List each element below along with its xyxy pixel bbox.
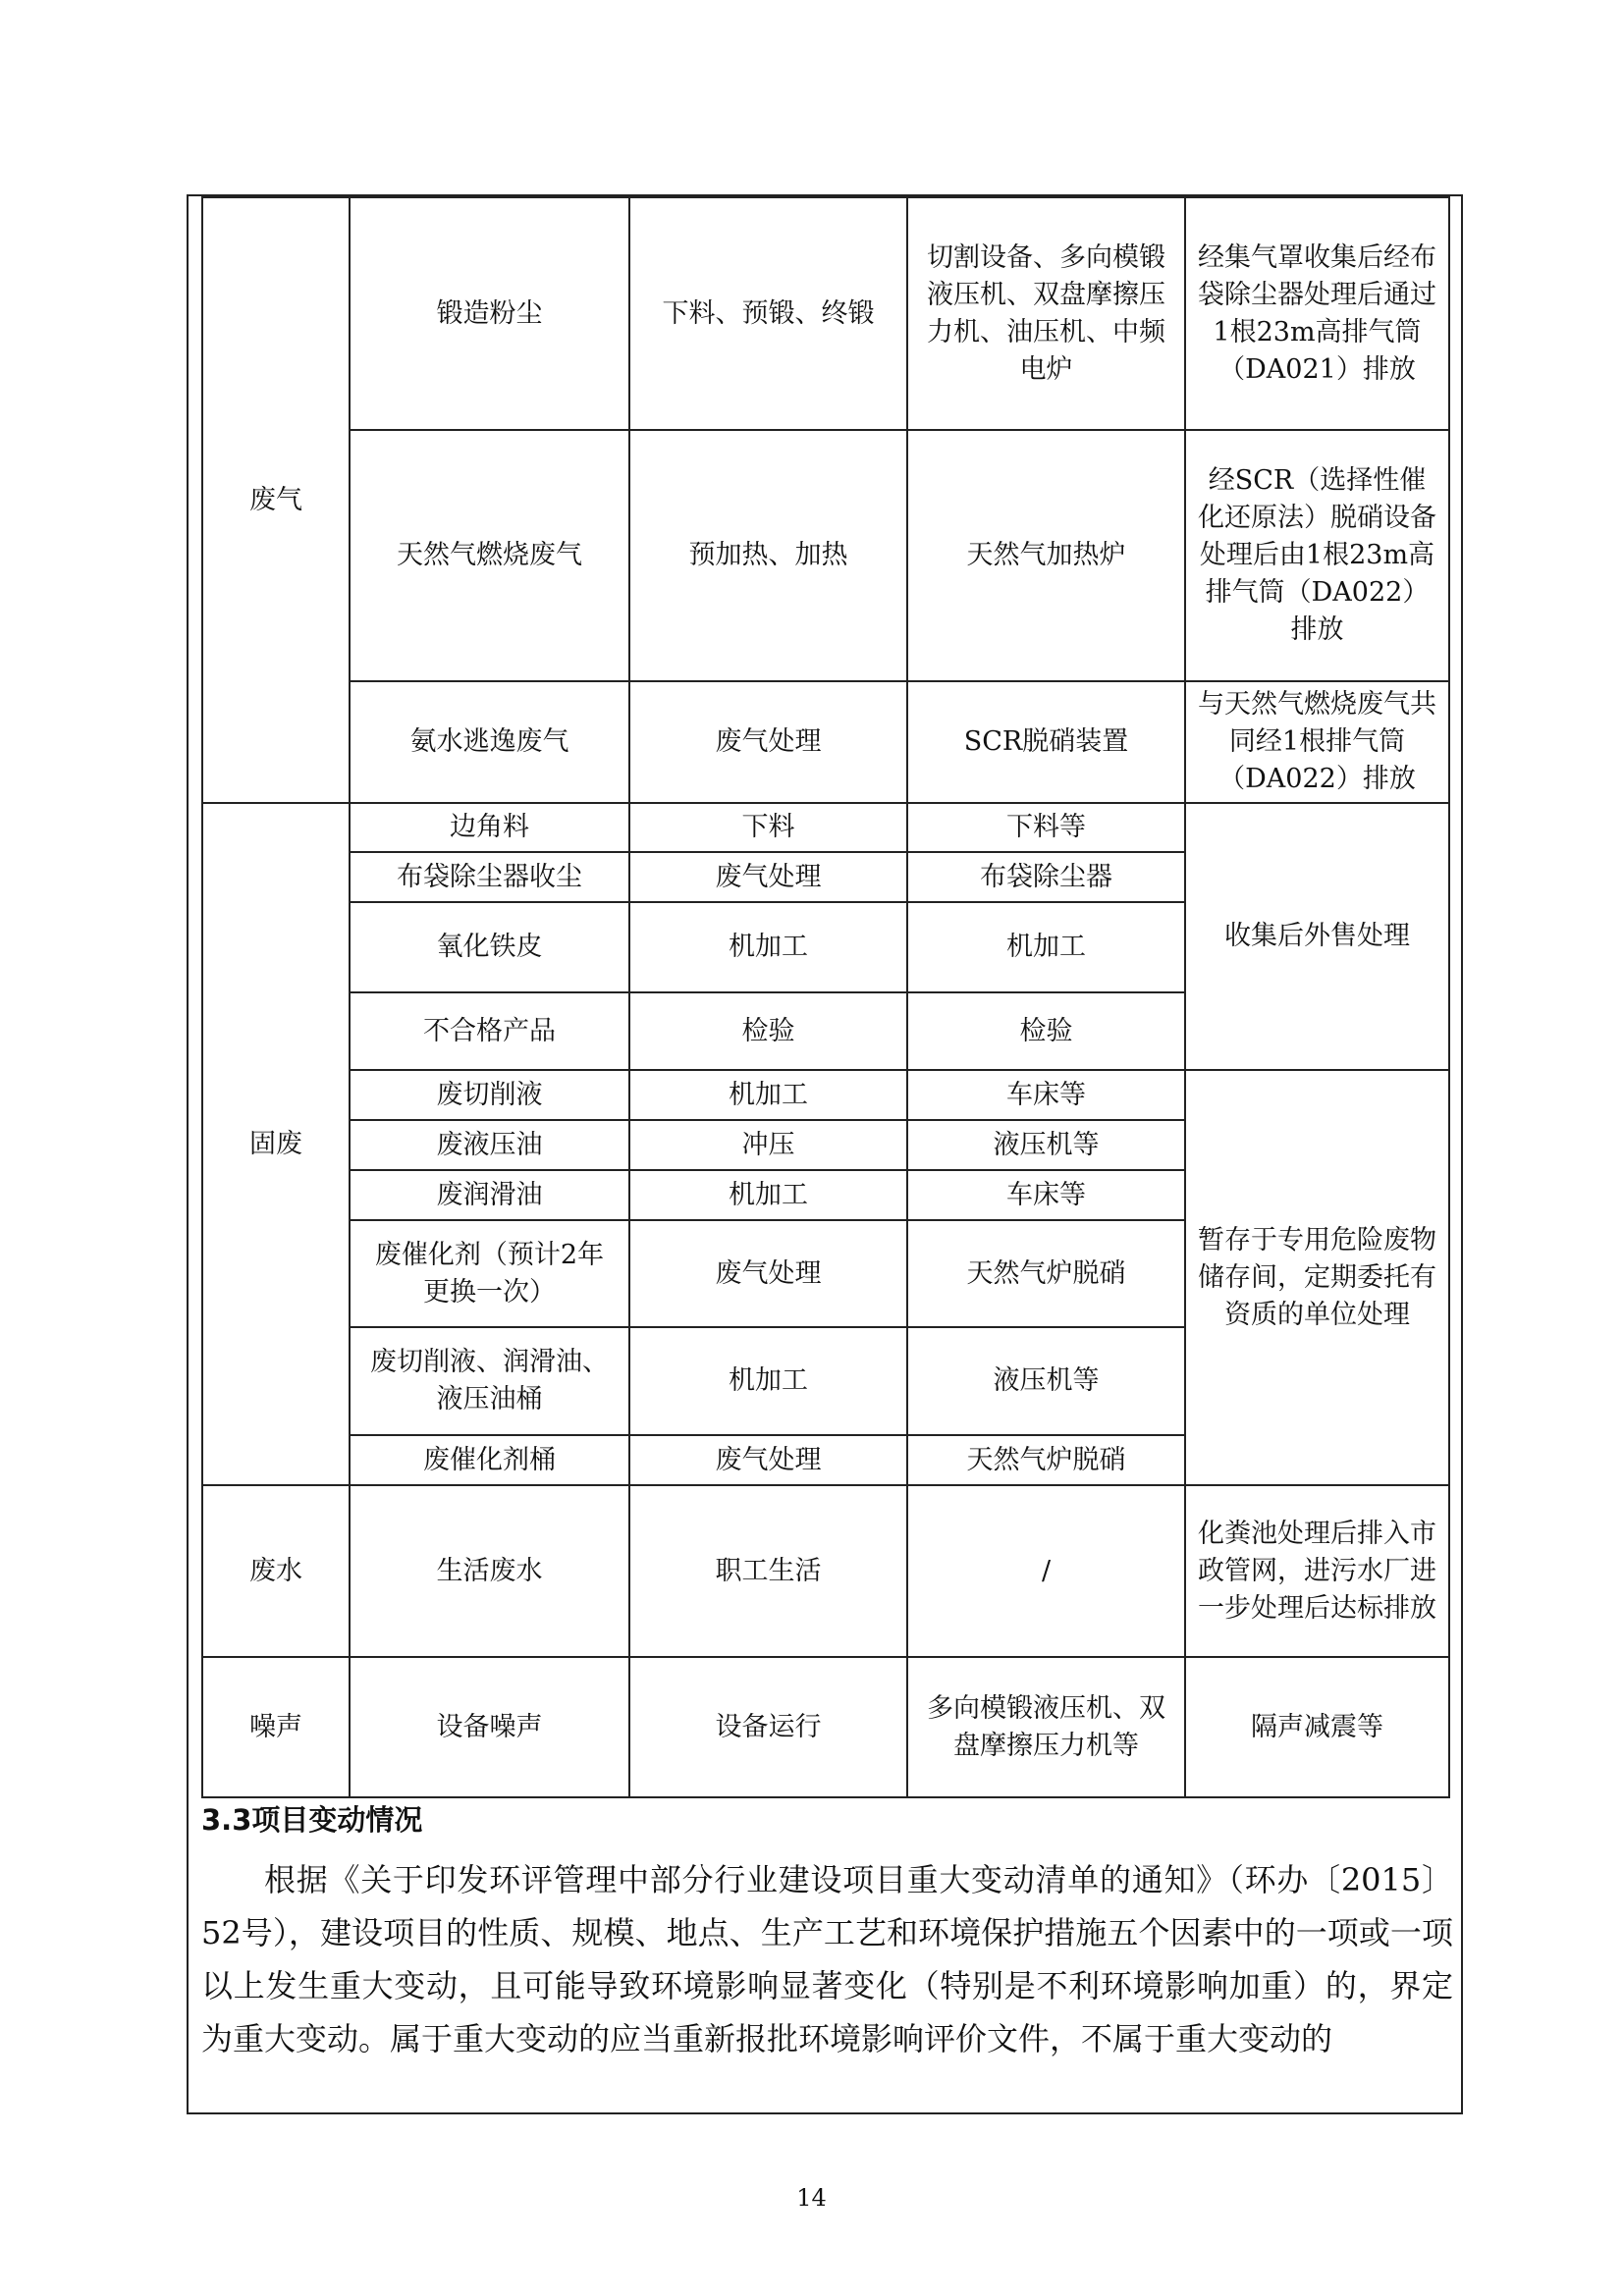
pollutant-cell: 废液压油 [350, 1120, 629, 1170]
process-cell: 下料、预锻、终锻 [629, 197, 907, 430]
process-cell: 机加工 [629, 1070, 907, 1120]
table-row [202, 803, 1449, 852]
pollutant-cell: 氧化铁皮 [350, 902, 629, 992]
equipment-cell: 多向模锻液压机、双盘摩擦压力机等 [907, 1657, 1185, 1797]
equipment-cell: 液压机等 [907, 1120, 1185, 1170]
process-cell: 机加工 [629, 1327, 907, 1435]
equipment-cell: 天然气炉脱硝 [907, 1435, 1185, 1485]
treatment-cell: 收集后外售处理 [1185, 803, 1449, 1070]
table-row [202, 1657, 1449, 1797]
pollutant-cell: 废切削液、润滑油、液压油桶 [350, 1327, 629, 1435]
pollutant-cell: 设备噪声 [350, 1657, 629, 1797]
process-cell: 机加工 [629, 902, 907, 992]
process-cell: 冲压 [629, 1120, 907, 1170]
pollutant-cell: 天然气燃烧废气 [350, 430, 629, 681]
equipment-cell: 切割设备、多向模锻液压机、双盘摩擦压力机、油压机、中频电炉 [907, 197, 1185, 430]
process-cell: 下料 [629, 803, 907, 852]
treatment-cell: 化粪池处理后排入市政管网，进污水厂进一步处理后达标排放 [1185, 1485, 1449, 1657]
process-cell: 废气处理 [629, 852, 907, 902]
body-paragraph: 根据《关于印发环评管理中部分行业建设项目重大变动清单的通知》（环办〔2015〕52号），建设项目的性质、规模、地点、生产工艺和环境保护措施五个因素中的一项或一项以上发生重大变动，且可能导致环境影响显著变化（特别是不利环境影响加重）的，界定为重大变动。属于重大变动的应当重新报批环境影响评价文件，不属于重大变动的 [201, 1861, 1453, 2057]
equipment-cell: 下料等 [907, 803, 1185, 852]
treatment-cell: 经集气罩收集后经布袋除尘器处理后通过1根23m高排气筒（DA021）排放 [1185, 197, 1449, 430]
section-heading: 3.3项目变动情况 [201, 1803, 423, 1837]
equipment-cell: 天然气炉脱硝 [907, 1220, 1185, 1327]
category-cell: 噪声 [202, 1657, 350, 1797]
table-row [202, 1485, 1449, 1657]
category-cell: 废水 [202, 1485, 350, 1657]
process-cell: 设备运行 [629, 1657, 907, 1797]
pollutant-cell: 布袋除尘器收尘 [350, 852, 629, 902]
pollutant-cell: 不合格产品 [350, 992, 629, 1070]
equipment-cell: / [907, 1485, 1185, 1657]
pollutant-cell: 废切削液 [350, 1070, 629, 1120]
treatment-cell: 隔声减震等 [1185, 1657, 1449, 1797]
process-cell: 预加热、加热 [629, 430, 907, 681]
pollutant-cell: 边角料 [350, 803, 629, 852]
treatment-cell: 暂存于专用危险废物储存间，定期委托有资质的单位处理 [1185, 1070, 1449, 1485]
pollutant-cell: 氨水逃逸废气 [350, 681, 629, 803]
process-cell: 职工生活 [629, 1485, 907, 1657]
equipment-cell: SCR脱硝装置 [907, 681, 1185, 803]
table-row [202, 197, 1449, 430]
table-row [202, 1070, 1449, 1120]
equipment-cell: 车床等 [907, 1070, 1185, 1120]
treatment-cell: 与天然气燃烧废气共同经1根排气筒（DA022）排放 [1185, 681, 1449, 803]
pollutant-cell: 废催化剂桶 [350, 1435, 629, 1485]
process-cell: 检验 [629, 992, 907, 1070]
equipment-cell: 检验 [907, 992, 1185, 1070]
pollutant-cell: 废润滑油 [350, 1170, 629, 1220]
equipment-cell: 车床等 [907, 1170, 1185, 1220]
equipment-cell: 机加工 [907, 902, 1185, 992]
process-cell: 废气处理 [629, 1435, 907, 1485]
table-row [202, 430, 1449, 681]
pollutant-cell: 锻造粉尘 [350, 197, 629, 430]
process-cell: 废气处理 [629, 1220, 907, 1327]
equipment-cell: 天然气加热炉 [907, 430, 1185, 681]
equipment-cell: 液压机等 [907, 1327, 1185, 1435]
category-cell: 固废 [202, 803, 350, 1485]
pollutant-cell: 废催化剂（预计2年更换一次） [350, 1220, 629, 1327]
pollutant-cell: 生活废水 [350, 1485, 629, 1657]
equipment-cell: 布袋除尘器 [907, 852, 1185, 902]
table-row [202, 681, 1449, 803]
process-cell: 废气处理 [629, 681, 907, 803]
process-cell: 机加工 [629, 1170, 907, 1220]
category-cell: 废气 [202, 197, 350, 803]
treatment-cell: 经SCR（选择性催化还原法）脱硝设备处理后由1根23m高排气筒（DA022）排放 [1185, 430, 1449, 681]
pollutant-table [201, 196, 1450, 1798]
page-number: 14 [796, 2184, 827, 2212]
